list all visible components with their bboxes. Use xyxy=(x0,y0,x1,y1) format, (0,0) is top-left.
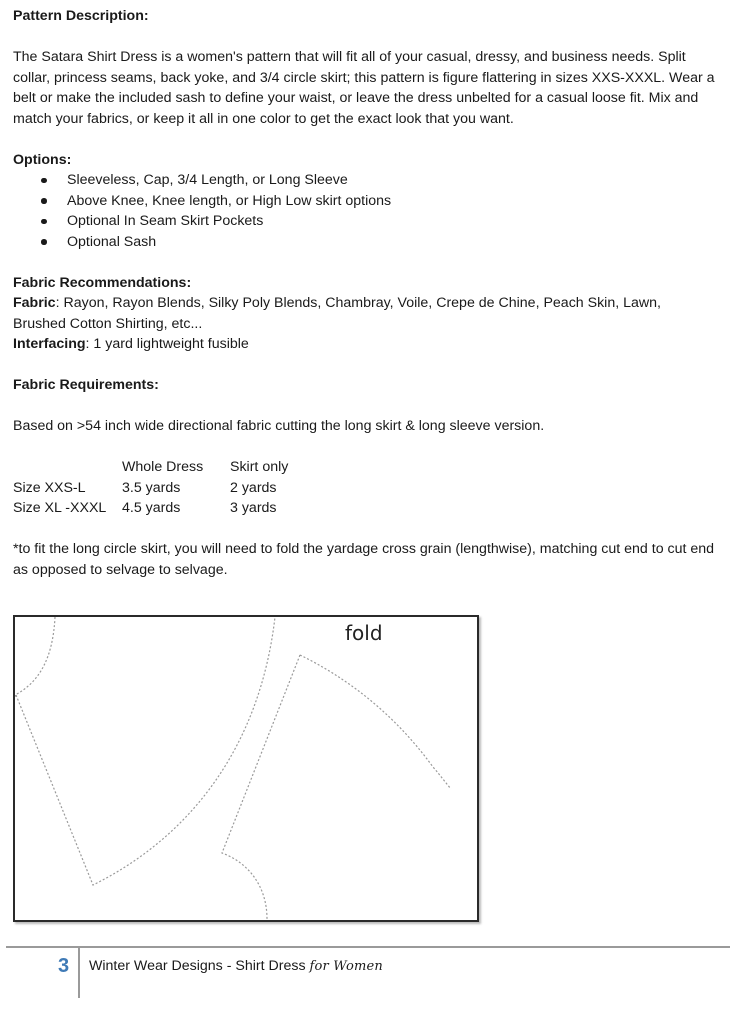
table-header-cell xyxy=(13,457,122,478)
interfacing-text: : 1 yard lightweight fusible xyxy=(85,336,249,352)
skirt-piece-right xyxy=(222,655,451,919)
pattern-description-heading: Pattern Description: xyxy=(13,8,149,24)
table-row xyxy=(13,478,288,499)
table-cell: 3 yards xyxy=(230,500,277,516)
fabric-requirements-table xyxy=(13,457,288,519)
options-list-item: Sleeveless, Cap, 3/4 Length, or Long Sleeve xyxy=(13,170,717,191)
fabric-recommendation-line xyxy=(13,293,717,334)
page-number: 3 xyxy=(58,955,70,977)
pattern-description-body: The Satara Shirt Dress is a women's pattern that will fit all of your casual, dressy, and business needs. Split collar, princess seams, back yoke, and 3/4 circle skirt; this pattern is figure flattering in sizes XXS-XXXL. Wear a belt or make the included sash to define your waist, or leave the dress unbelted for a casual loose fit. Mix and match your fabrics, or keep it all in one color to get the exact look that you want. xyxy=(13,49,715,127)
table-row xyxy=(13,498,288,519)
table-header-cell: Whole Dress xyxy=(122,459,204,475)
fabric-requirements-heading: Fabric Requirements: xyxy=(13,377,159,393)
table-cell: 4.5 yards xyxy=(122,500,181,516)
fabric-requirements-note: *to fit the long circle skirt, you will need to fold the yardage cross grain (lengthwise), matching cut end to cut end as opposed to selvage to selvage. xyxy=(13,541,715,578)
fabric-recommendations-heading: Fabric Recommendations: xyxy=(13,274,192,291)
interfacing-line xyxy=(13,334,717,355)
cutting-layout-drawing xyxy=(15,617,476,919)
options-list-item: Above Knee, Knee length, or High Low skirt options xyxy=(13,191,717,212)
fabric-text: : Rayon, Rayon Blends, Silky Poly Blends, Chambray, Voile, Crepe de Chine, Peach Skin, Lawn, Brushed Cotton Shirting, etc... xyxy=(13,295,661,332)
footer-title xyxy=(89,956,383,977)
fold-label: fold xyxy=(345,621,383,645)
footer-title-text: Winter Wear Designs - Shirt Dress xyxy=(89,958,310,974)
table-cell: Size XL -XXXL xyxy=(13,500,107,516)
skirt-piece-left xyxy=(15,617,275,885)
table-header-row xyxy=(13,457,288,478)
document-page xyxy=(13,6,717,580)
cutting-layout-diagram xyxy=(13,615,479,922)
footer-script-text: for Women xyxy=(309,959,383,974)
interfacing-label: Interfacing xyxy=(13,336,86,352)
footer-divider xyxy=(6,946,730,948)
fabric-label: Fabric xyxy=(13,295,56,311)
options-heading: Options: xyxy=(13,151,72,168)
fabric-requirements-basis: Based on >54 inch wide directional fabric cutting the long skirt & long sleeve version. xyxy=(13,418,545,434)
table-header-cell: Skirt only xyxy=(230,459,289,475)
footer-vertical-divider xyxy=(78,948,80,998)
options-list xyxy=(13,170,717,252)
table-cell: 2 yards xyxy=(230,479,277,496)
options-list-item: Optional Sash xyxy=(13,232,717,253)
table-cell: Size XXS-L xyxy=(13,479,86,496)
options-list-item: Optional In Seam Skirt Pockets xyxy=(13,211,717,232)
table-cell: 3.5 yards xyxy=(122,479,181,496)
